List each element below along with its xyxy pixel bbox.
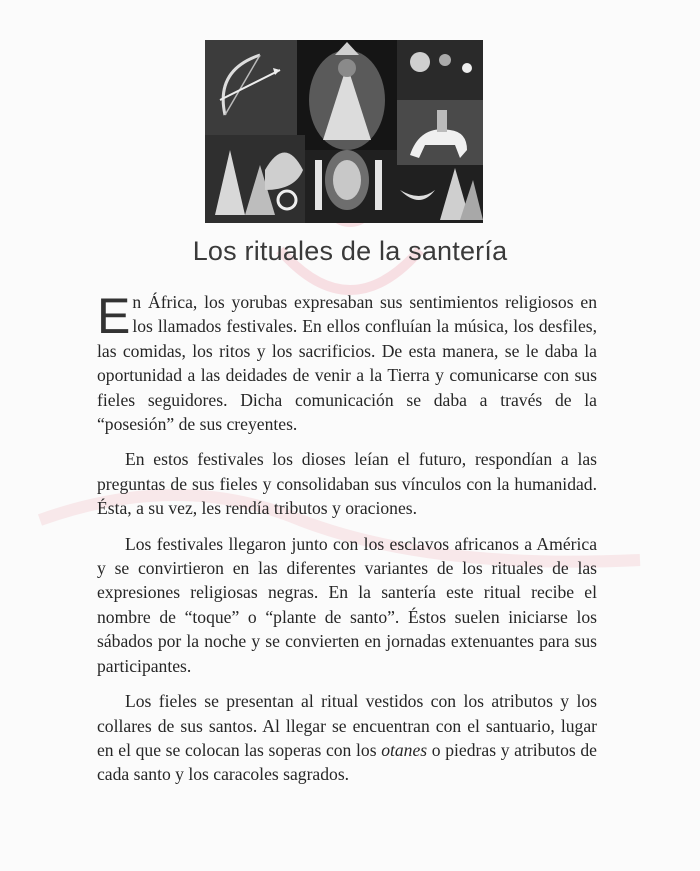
santeria-collage-image (205, 40, 483, 223)
paragraph-2: En estos festivales los dioses leían el futuro, respondían a las preguntas de sus fieles y consolidaban sus vínculos con la humanidad. Ésta, a su vez, les rendía tributos y oraciones. (97, 449, 597, 519)
italic-term-otanes: otanes (381, 739, 428, 760)
paragraph-1 (97, 290, 597, 436)
paragraph-1-text: n África, los yorubas expresaban sus sentimientos religiosos en los llamados festivales. En ellos confluían la música, los desfiles, las comidas, los ritos y los sacrificios. De esta manera, se le daba la oportunidad a las deidades de venir a la Tierra y comunicarse con sus fieles seguidores. Dicha comunicación se daba a través de la “posesión” de sus creyentes. (97, 292, 597, 435)
paragraph-3: Los festivales llegaron junto con los esclavos africanos a América y se convirtieron en las diferentes variantes de los rituales de las expresiones religiosas negras. En la santería este ritual recibe el nombre de “toque” o “plante de santo”. Éstos suelen iniciarse los sábados por la noche y se convierten en jornadas extenuantes para sus participantes. (97, 533, 597, 676)
paragraph-4 (97, 689, 597, 787)
paragraph-4-text-a: Los fieles se presentan al ritual vestidos con los atributos y los collares de sus santos. Al llegar se encuentran con el santuario, lugar en el que se colocan las soperas con los (97, 691, 597, 760)
article-body (97, 290, 597, 798)
paragraph-4-text-b: o piedras y atributos de cada santo y los caracoles sagrados. (97, 739, 597, 785)
drop-cap: E (97, 288, 131, 344)
page-title: Los rituales de la santería (192, 236, 508, 266)
